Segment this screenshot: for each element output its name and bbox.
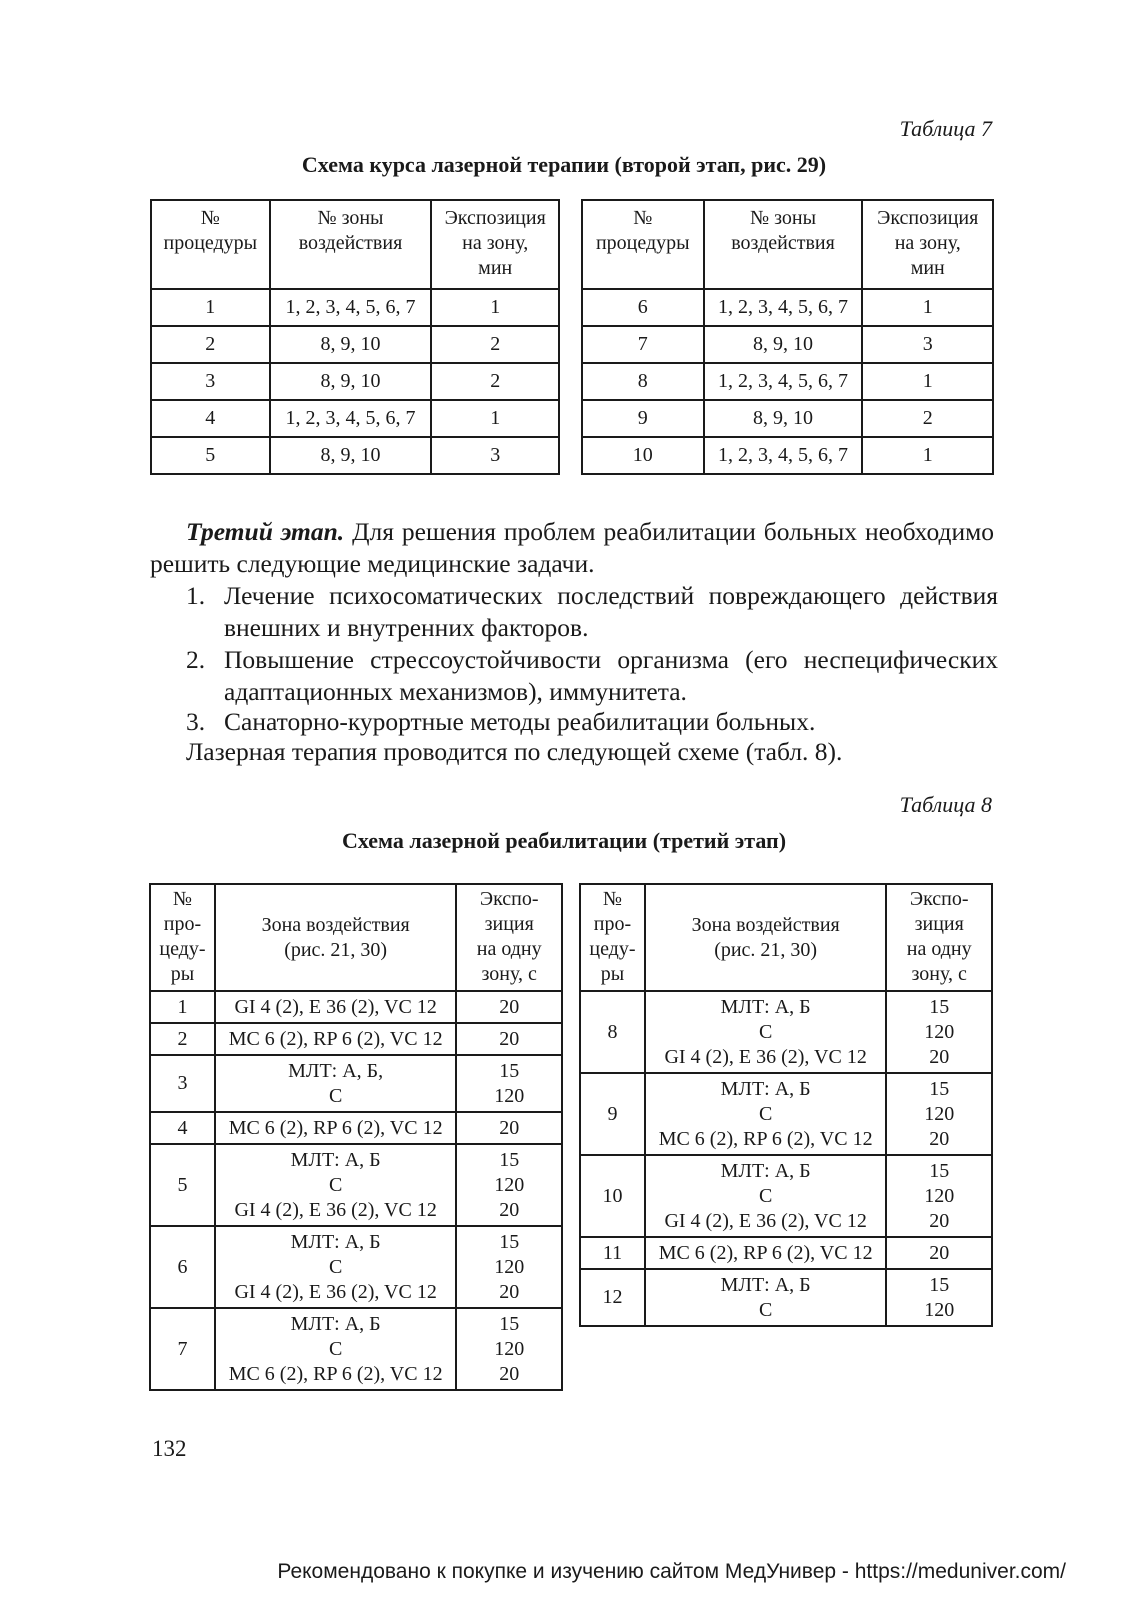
zone-cell — [215, 991, 457, 1023]
table-row — [582, 363, 993, 400]
stage-title: Третий этап. — [186, 517, 345, 546]
table8-left-header — [150, 884, 562, 991]
header-exposure: Экспозиция на зону, мин — [862, 200, 993, 289]
zone-line: MC 6 (2), RP 6 (2), VC 12 — [228, 1027, 443, 1050]
list-item — [186, 644, 998, 708]
procedure-number-cell: 9 — [582, 400, 704, 437]
zone-line: С — [328, 1337, 343, 1360]
procedure-number-cell: 7 — [150, 1308, 215, 1390]
procedure-number-cell: 12 — [580, 1269, 645, 1326]
zone-line: МЛТ: А, Б — [290, 1312, 381, 1335]
header-procedure: № про- цеду- ры — [150, 884, 215, 991]
header-exposure: Экспозиция на зону, мин — [431, 200, 559, 289]
exposure-line: 20 — [499, 1027, 520, 1050]
zone-cell: 8, 9, 10 — [704, 326, 863, 363]
table8-title: Схема лазерной реабилитации (третий этап) — [341, 828, 787, 853]
zone-line: МЛТ: А, Б, — [288, 1059, 384, 1082]
zone-line: МЛТ: А, Б — [720, 1159, 811, 1182]
table8-right-header — [580, 884, 992, 991]
exposure-cell: 1 — [862, 289, 993, 326]
header-procedure: № про- цеду- ры — [580, 884, 645, 991]
footer-note: Рекомендовано к покупке и изучению сайтом МедУнивер - https://meduniver.com/ — [277, 1560, 1066, 1583]
table7-left-header — [151, 200, 559, 289]
exposure-line: 15 — [499, 1148, 520, 1171]
exposure-cell — [886, 1073, 992, 1155]
table7-title: Схема курса лазерной терапии (второй этап, рис. 29) — [301, 152, 827, 177]
table-row — [150, 1226, 562, 1308]
exposure-cell — [456, 991, 562, 1023]
exposure-cell — [886, 1269, 992, 1326]
zone-cell — [645, 1155, 887, 1237]
list-item-number: 3. — [186, 707, 206, 736]
procedure-number-cell: 1 — [151, 289, 270, 326]
zone-cell — [215, 1226, 457, 1308]
zone-cell: 1, 2, 3, 4, 5, 6, 7 — [704, 289, 863, 326]
exposure-line: 15 — [929, 1273, 950, 1296]
exposure-line: 15 — [929, 1159, 950, 1182]
procedure-number-cell: 4 — [150, 1112, 215, 1144]
table8-label: Таблица 8 — [899, 792, 992, 817]
table-row — [582, 400, 993, 437]
procedure-number-cell: 10 — [582, 437, 704, 474]
exposure-cell — [886, 1155, 992, 1237]
table8-right — [579, 883, 993, 1327]
table-row — [580, 991, 992, 1073]
list-item — [186, 580, 998, 644]
exposure-line: 20 — [929, 1209, 950, 1232]
exposure-line: 15 — [499, 1059, 520, 1082]
procedure-number-cell: 1 — [150, 991, 215, 1023]
zone-cell: 1, 2, 3, 4, 5, 6, 7 — [704, 437, 863, 474]
header-zone: Зона воздействия (рис. 21, 30) — [215, 884, 457, 991]
zone-cell: 8, 9, 10 — [270, 437, 432, 474]
exposure-line: 20 — [499, 995, 520, 1018]
header-procedure: № процедуры — [582, 200, 704, 289]
zone-line: GI 4 (2), E 36 (2), VC 12 — [234, 995, 437, 1018]
table-row — [580, 1269, 992, 1326]
list-item — [186, 706, 998, 738]
header-exposure: Экспо- зиция на одну зону, с — [886, 884, 992, 991]
zone-line: GI 4 (2), E 36 (2), VC 12 — [234, 1198, 437, 1221]
table-row — [151, 326, 559, 363]
table-row — [150, 1112, 562, 1144]
exposure-cell — [456, 1144, 562, 1226]
zone-line: MC 6 (2), RP 6 (2), VC 12 — [228, 1362, 443, 1385]
exposure-line: 120 — [924, 1020, 955, 1043]
exposure-cell — [456, 1023, 562, 1055]
exposure-cell: 2 — [431, 363, 559, 400]
exposure-cell: 2 — [862, 400, 993, 437]
exposure-cell: 2 — [431, 326, 559, 363]
intro-paragraph-line2: решить следующие медицинские задачи. — [150, 549, 595, 578]
procedure-number-cell: 3 — [150, 1055, 215, 1112]
procedure-number-cell: 2 — [150, 1023, 215, 1055]
zone-line: GI 4 (2), E 36 (2), VC 12 — [664, 1209, 867, 1232]
zone-line: МЛТ: А, Б — [720, 1077, 811, 1100]
header-procedure: № процедуры — [151, 200, 270, 289]
procedure-number-cell: 2 — [151, 326, 270, 363]
exposure-cell — [886, 1237, 992, 1269]
procedure-number-cell: 3 — [151, 363, 270, 400]
zone-line: С — [758, 1020, 773, 1043]
table7-label: Таблица 7 — [899, 116, 992, 141]
table-row — [582, 437, 993, 474]
exposure-line: 120 — [494, 1255, 525, 1278]
table-row — [150, 1023, 562, 1055]
zone-line: С — [758, 1102, 773, 1125]
zone-cell — [215, 1144, 457, 1226]
header-zone: № зоны воздействия — [270, 200, 432, 289]
table-row — [151, 289, 559, 326]
zone-line: С — [328, 1084, 343, 1107]
zone-cell — [645, 1269, 887, 1326]
procedure-number-cell: 8 — [582, 363, 704, 400]
table-row — [582, 289, 993, 326]
exposure-line: 15 — [499, 1230, 520, 1253]
list-item-number: 2. — [186, 645, 206, 674]
exposure-line: 15 — [929, 995, 950, 1018]
header-zone: Зона воздействия (рис. 21, 30) — [645, 884, 887, 991]
table-row — [580, 1237, 992, 1269]
zone-line: МЛТ: А, Б — [720, 995, 811, 1018]
exposure-line: 20 — [929, 1045, 950, 1068]
table-row — [580, 1155, 992, 1237]
procedure-number-cell: 6 — [582, 289, 704, 326]
exposure-line: 20 — [929, 1241, 950, 1264]
intro-paragraph — [186, 516, 994, 548]
exposure-line: 15 — [499, 1312, 520, 1335]
procedure-number-cell: 7 — [582, 326, 704, 363]
exposure-cell: 1 — [431, 289, 559, 326]
exposure-line: 120 — [494, 1337, 525, 1360]
zone-cell: 1, 2, 3, 4, 5, 6, 7 — [704, 363, 863, 400]
zone-cell — [215, 1055, 457, 1112]
table7-right — [581, 199, 994, 475]
zone-line: МЛТ: А, Б — [720, 1273, 811, 1296]
exposure-line: 120 — [924, 1102, 955, 1125]
zone-cell: 1, 2, 3, 4, 5, 6, 7 — [270, 400, 432, 437]
zone-cell — [215, 1023, 457, 1055]
intro-text: Для решения проблем реабилитации больных необходимо — [344, 517, 994, 546]
zone-line: MC 6 (2), RP 6 (2), VC 12 — [228, 1116, 443, 1139]
zone-cell: 8, 9, 10 — [270, 326, 432, 363]
zone-line: С — [758, 1184, 773, 1207]
header-exposure: Экспо- зиция на одну зону, с — [456, 884, 562, 991]
procedure-number-cell: 5 — [151, 437, 270, 474]
exposure-cell: 1 — [431, 400, 559, 437]
exposure-line: 20 — [499, 1116, 520, 1139]
header-zone: № зоны воздействия — [704, 200, 863, 289]
exposure-line: 120 — [924, 1184, 955, 1207]
exposure-cell: 1 — [862, 437, 993, 474]
table-row — [150, 991, 562, 1023]
exposure-cell — [456, 1226, 562, 1308]
exposure-line: 120 — [494, 1173, 525, 1196]
table-row — [150, 1055, 562, 1112]
exposure-line: 20 — [929, 1127, 950, 1150]
zone-line: МЛТ: А, Б — [290, 1230, 381, 1253]
zone-line: GI 4 (2), E 36 (2), VC 12 — [234, 1280, 437, 1303]
zone-line: МЛТ: А, Б — [290, 1148, 381, 1171]
page-number: 132 — [152, 1436, 187, 1461]
exposure-cell — [456, 1308, 562, 1390]
zone-cell: 8, 9, 10 — [704, 400, 863, 437]
zone-cell: 8, 9, 10 — [270, 363, 432, 400]
zone-cell — [645, 1237, 887, 1269]
table7-left — [150, 199, 560, 475]
table-row — [151, 437, 559, 474]
zone-line: MC 6 (2), RP 6 (2), VC 12 — [658, 1241, 873, 1264]
table-row — [151, 400, 559, 437]
zone-cell: 1, 2, 3, 4, 5, 6, 7 — [270, 289, 432, 326]
exposure-cell: 3 — [431, 437, 559, 474]
zone-cell — [215, 1308, 457, 1390]
exposure-line: 20 — [499, 1198, 520, 1221]
list-item-text: Повышение стрессоустойчивости организма (его неспецифических адаптационных механизмов), иммунитета. — [224, 645, 998, 706]
exposure-cell — [456, 1055, 562, 1112]
zone-line: GI 4 (2), E 36 (2), VC 12 — [664, 1045, 867, 1068]
procedure-number-cell: 9 — [580, 1073, 645, 1155]
exposure-cell — [886, 991, 992, 1073]
procedure-number-cell: 8 — [580, 991, 645, 1073]
exposure-line: 120 — [924, 1298, 955, 1321]
list-item-text: Санаторно-курортные методы реабилитации больных. — [224, 707, 816, 736]
procedure-number-cell: 11 — [580, 1237, 645, 1269]
zone-line: MC 6 (2), RP 6 (2), VC 12 — [658, 1127, 873, 1150]
table8-left — [149, 883, 563, 1391]
zone-line: С — [328, 1255, 343, 1278]
exposure-cell: 3 — [862, 326, 993, 363]
table-row — [151, 363, 559, 400]
exposure-line: 15 — [929, 1077, 950, 1100]
table7-right-header — [582, 200, 993, 289]
list-item-number: 1. — [186, 581, 206, 610]
exposure-line: 120 — [494, 1084, 525, 1107]
zone-cell — [215, 1112, 457, 1144]
table-row — [580, 1073, 992, 1155]
exposure-line: 20 — [499, 1280, 520, 1303]
list-item-text: Лечение психосоматических последствий повреждающего действия внешних и внутренних факторов. — [224, 581, 998, 642]
zone-cell — [645, 1073, 887, 1155]
procedure-number-cell: 10 — [580, 1155, 645, 1237]
table-row — [582, 326, 993, 363]
exposure-cell — [456, 1112, 562, 1144]
procedure-number-cell: 6 — [150, 1226, 215, 1308]
zone-cell — [645, 991, 887, 1073]
zone-line: С — [758, 1298, 773, 1321]
exposure-cell: 1 — [862, 363, 993, 400]
table-row — [150, 1144, 562, 1226]
exposure-line: 20 — [499, 1362, 520, 1385]
procedure-number-cell: 4 — [151, 400, 270, 437]
closing-paragraph: Лазерная терапия проводится по следующей схеме (табл. 8). — [186, 737, 843, 766]
table-row — [150, 1308, 562, 1390]
procedure-number-cell: 5 — [150, 1144, 215, 1226]
zone-line: С — [328, 1173, 343, 1196]
